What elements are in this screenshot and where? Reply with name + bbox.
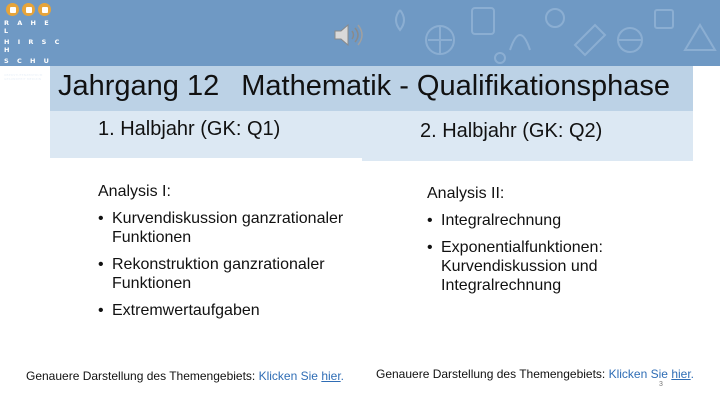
left-topic-list bbox=[98, 209, 398, 320]
right-footer: Genauere Darstellung des Themengebiets: Klicken Sie hier. bbox=[376, 367, 695, 381]
left-click-link[interactable]: Klicken Sie bbox=[258, 369, 318, 383]
right-column bbox=[427, 184, 657, 303]
list-item: • Integralrechnung bbox=[427, 211, 657, 230]
title-subject: Mathematik - Qualifikationsphase bbox=[241, 70, 671, 102]
left-footer: Genauere Darstellung des Themengebiets: Klicken Sie hier. bbox=[26, 369, 345, 383]
right-heading: 2. Halbjahr (GK: Q2) bbox=[420, 120, 603, 142]
left-lead: Analysis I: bbox=[98, 183, 171, 200]
school-logo bbox=[4, 3, 64, 81]
logo-line-3: S C H U L E bbox=[4, 57, 52, 73]
speaker-icon[interactable] bbox=[332, 23, 364, 47]
right-lead: Analysis II: bbox=[427, 185, 505, 202]
logo-line-2: H I R S C H bbox=[4, 38, 63, 54]
list-item: • Kurvendiskussion ganzrationaler Funktionen bbox=[98, 209, 398, 247]
list-item: • Rekonstruktion ganzrationaler Funktionen bbox=[98, 255, 398, 293]
title-grade: Jahrgang 12 bbox=[58, 70, 220, 102]
left-column bbox=[98, 182, 398, 328]
right-click-link[interactable]: Klicken Sie bbox=[608, 367, 668, 381]
left-heading: 1. Halbjahr (GK: Q1) bbox=[98, 118, 281, 140]
slide-number: 3 bbox=[659, 381, 663, 388]
left-here-link[interactable]: hier bbox=[321, 369, 341, 383]
list-item: • Exponentialfunktionen: Kurvendiskussion und Integralrechnung bbox=[427, 238, 657, 295]
logo-line-1: R A H E L bbox=[4, 19, 52, 35]
right-topic-list bbox=[427, 211, 657, 295]
list-item: • Extremwertaufgaben bbox=[98, 301, 398, 320]
slide-title bbox=[58, 70, 670, 103]
right-here-link[interactable]: hier bbox=[671, 367, 691, 381]
logo-subline: OBERSTUFENZENTRUM GESUNDHEIT MEDIZIN bbox=[4, 73, 43, 81]
banner-pattern-icons bbox=[380, 0, 720, 66]
logo-emblem-icon bbox=[6, 3, 64, 16]
